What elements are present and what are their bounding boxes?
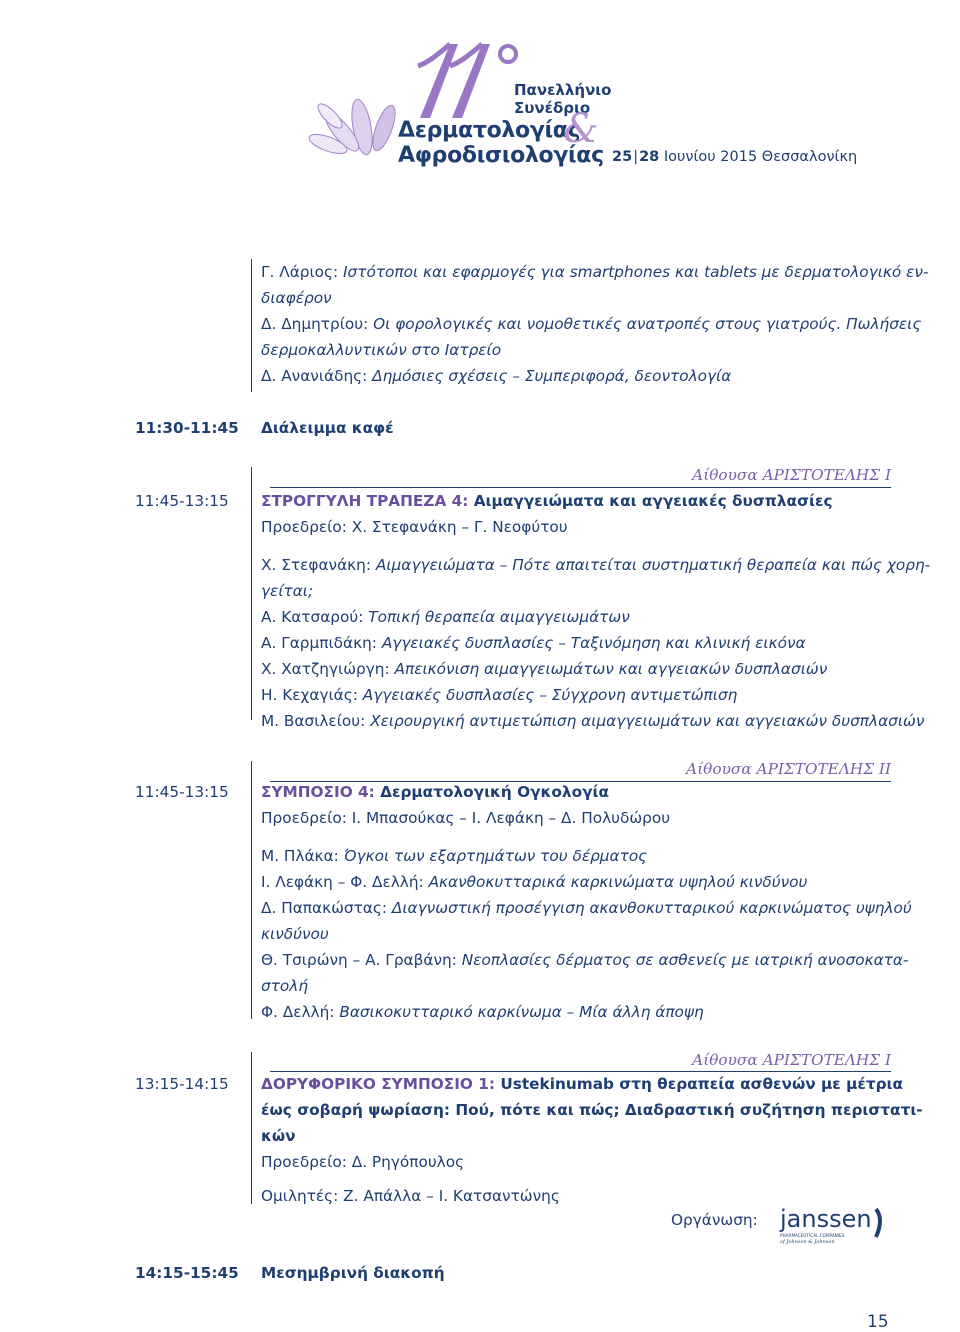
session-heading: ΣΤΡΟΓΓΥΛΗ ΤΡΑΠΕΖΑ 4: Αιμαγγειώματα και αγγειακές δυσπλασίες — [261, 492, 833, 510]
talk-line: Α. Γαρμπιδάκη: Αγγειακές δυσπλασίες – Ταξινόμηση και κλινική εικόνα — [261, 634, 806, 652]
talk-line: Α. Κατσαρού: Τοπική θεραπεία αιμαγγειωμάτων — [261, 608, 630, 626]
session-time: 13:15-14:15 — [135, 1075, 229, 1093]
left-rule-block0 — [251, 259, 252, 392]
talk-line: Φ. Δελλή: Βασικοκυτταρικό καρκίνωμα – Μία άλλη άποψη — [261, 1003, 704, 1021]
talk-line: Χ. Χατζηγιώργη: Απεικόνιση αιμαγγειωμάτων και αγγειακών δυσπλασιών — [261, 660, 828, 678]
header-ampersand: & — [563, 106, 599, 152]
left-rule-session3 — [251, 1052, 252, 1204]
talk-line: Η. Κεχαγιάς: Αγγειακές δυσπλασίες – Σύγχρονη αντιμετώπιση — [261, 686, 738, 704]
talk-line: Ι. Λεφάκη – Φ. Δελλή: Ακανθοκυτταρικά καρκινώματα υψηλού κινδύνου — [261, 873, 808, 891]
session-rule — [270, 1071, 891, 1072]
janssen-swoosh-icon — [876, 1209, 880, 1237]
session-heading-cont: έως σοβαρή ψωρίαση: Πού, πότε και πώς; Διαδραστική συζήτηση περιστατι- — [261, 1101, 923, 1119]
session-heading-cont: κών — [261, 1127, 296, 1145]
talk-line-cont: δερμοκαλλυντικών στο Ιατρείο — [261, 341, 502, 359]
session-chairs: Προεδρείο: Ι. Μπασούκας – Ι. Λεφάκη – Δ. Πολυδώρου — [261, 809, 671, 827]
header-date: 25|28 Ιουνίου 2015 Θεσσαλονίκη — [612, 149, 858, 165]
talk-line: Μ. Βασιλείου: Χειρουργική αντιμετώπιση αιμαγγειωμάτων και αγγειακών δυσπλασιών — [261, 712, 925, 730]
organizer-label: Οργάνωση: — [671, 1211, 758, 1229]
talk-line: Χ. Στεφανάκη: Αιμαγγειώματα – Πότε απαιτείται συστηματική θεραπεία και πώς χορη- — [261, 556, 931, 574]
session-rule — [270, 487, 891, 488]
talk-line-cont: κινδύνου — [261, 925, 329, 943]
svg-text:PHARMACEUTICAL COMPANIES: PHARMACEUTICAL COMPANIES — [780, 1233, 845, 1238]
break-label: Μεσημβρινή διακοπή — [261, 1264, 445, 1282]
break-time: 11:30-11:45 — [135, 419, 239, 437]
session-time: 11:45-13:15 — [135, 492, 229, 510]
talk-line-cont: στολή — [261, 977, 309, 995]
session-speakers: Ομιλητές: Ζ. Απάλλα – Ι. Κατσαντώνης — [261, 1187, 560, 1205]
talk-line: Θ. Τσιρώνη – Α. Γραβάνη: Νεοπλασίες δέρματος σε ασθενείς με ιατρική ανοσοκατα- — [261, 951, 909, 969]
session-rule — [270, 781, 891, 782]
session-time: 11:45-13:15 — [135, 783, 229, 801]
talk-line: Δ. Ανανιάδης: Δημόσιες σχέσεις – Συμπεριφορά, δεοντολογία — [261, 367, 732, 385]
session-room: Αίθουσα ΑΡΙΣΤΟΤΕΛΗΣ Ι — [692, 1051, 891, 1069]
left-rule-session1 — [251, 467, 252, 720]
header-line-panellinio: Πανελλήνιο — [514, 81, 612, 99]
page-number: 15 — [867, 1312, 889, 1332]
svg-text:of Johnson & Johnson: of Johnson & Johnson — [780, 1239, 835, 1245]
janssen-wordmark: janssen — [780, 1205, 872, 1233]
session-room: Αίθουσα ΑΡΙΣΤΟΤΕΛΗΣ ΙΙ — [686, 760, 891, 778]
talk-line: Δ. Δημητρίου: Οι φορολογικές και νομοθετικές ανατροπές στους γιατρούς. Πωλήσεις — [261, 315, 922, 333]
break-label: Διάλειμμα καφέ — [261, 419, 394, 437]
janssen-logo — [778, 1203, 888, 1251]
session-heading: ΣΥΜΠΟΣΙΟ 4: Δερματολογική Ογκολογία — [261, 783, 609, 801]
header-line-dermatologias: Δερματολογίας — [398, 118, 581, 143]
left-rule-session2 — [251, 761, 252, 1019]
flower-petals-icon — [307, 98, 400, 158]
session-heading: ΔΟΡΥΦΟΡΙΚΟ ΣΥΜΠΟΣΙΟ 1: Ustekinumab στη θεραπεία ασθενών με μέτρια — [261, 1075, 904, 1093]
session-chairs: Προεδρείο: Δ. Ρηγόπουλος — [261, 1153, 465, 1171]
session-chairs: Προεδρείο: Χ. Στεφανάκη – Γ. Νεοφύτου — [261, 518, 568, 536]
talk-line: Μ. Πλάκα: Όγκοι των εξαρτημάτων του δέρματος — [261, 847, 648, 865]
session-room: Αίθουσα ΑΡΙΣΤΟΤΕΛΗΣ Ι — [692, 466, 891, 484]
break-time: 14:15-15:45 — [135, 1264, 239, 1282]
talk-line: Δ. Παπακώστας: Διαγνωστική προσέγγιση ακανθοκυτταρικού καρκινώματος υψηλού — [261, 899, 912, 917]
header-line-afrodisiologias: Αφροδισιολογίας — [398, 143, 604, 168]
talk-line-cont: διαφέρον — [261, 289, 332, 307]
header-line-synedrio: Συνέδριο — [514, 99, 591, 117]
talk-line-cont: γείται; — [261, 582, 314, 600]
talk-line: Γ. Λάριος: Ιστότοποι και εφαρμογές για smartphones και tablets με δερματολογικό εν- — [261, 263, 929, 281]
